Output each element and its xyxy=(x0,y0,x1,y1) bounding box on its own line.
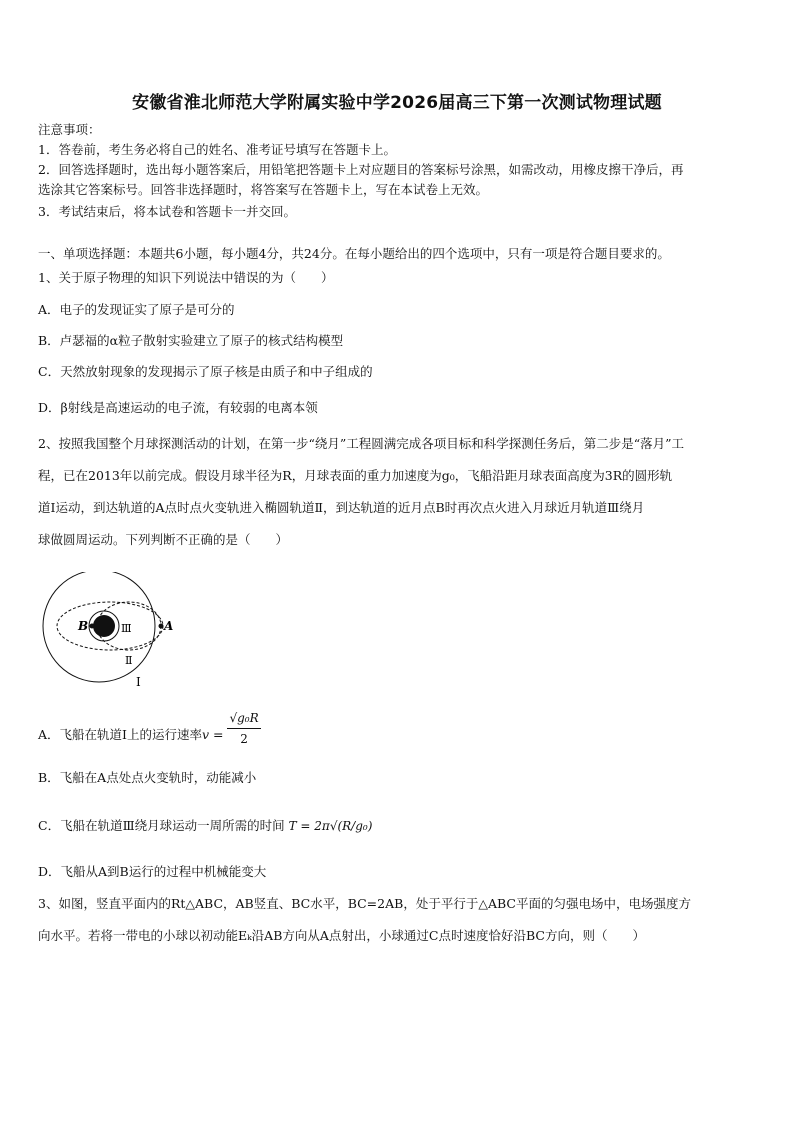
q2-option-a-fraction xyxy=(227,708,260,749)
q2-line-3: 道Ⅰ运动，到达轨道的A点时点火变轨进入椭圆轨道Ⅱ，到达轨道的近月点B时再次点火进入月球近月轨道Ⅲ绕月 xyxy=(38,500,645,515)
fraction-numerator: √g₀R xyxy=(227,708,260,729)
q3-line-2: 向水平。若将一带电的小球以初动能Eₖ沿AB方向从A点射出，小球通过C点时速度恰好沿BC方向，则（ ） xyxy=(38,928,645,943)
q1-option-d: D．β射线是高速运动的电子流，有较弱的电离本领 xyxy=(38,400,318,415)
notice-item-3: 3．考试结束后，将本试卷和答题卡一并交回。 xyxy=(38,204,296,219)
label-ii: Ⅱ xyxy=(125,654,133,667)
q2-line-4: 球做圆周运动。下列判断不正确的是（ ） xyxy=(38,532,289,547)
q1-option-a: A．电子的发现证实了原子是可分的 xyxy=(38,302,235,317)
page-title: 安徽省淮北师范大学附属实验中学2026届高三下第一次测试物理试题 xyxy=(132,93,662,113)
q2-option-a-lhs: v = xyxy=(201,727,224,742)
notice-item-2: 2．回答选择题时，选出每小题答案后，用铅笔把答题卡上对应题目的答案标号涂黑，如需改动，用橡皮擦干净后，再 xyxy=(38,162,684,177)
notice-item-1: 1．答卷前，考生务必将自己的姓名、准考证号填写在答题卡上。 xyxy=(38,142,396,157)
orbit-diagram xyxy=(38,572,178,692)
q2-option-b: B．飞船在A点处点火变轨时，动能减小 xyxy=(38,770,257,785)
q1-stem: 1、关于原子物理的知识下列说法中错误的为（ ） xyxy=(38,270,334,285)
label-b: B xyxy=(78,619,89,633)
q2-line-2: 程，已在2013年以前完成。假设月球半径为R，月球表面的重力加速度为g₀，飞船沿距月球表面高度为3R的圆形轨 xyxy=(38,468,673,483)
notice-item-2-cont: 选涂其它答案标号。回答非选择题时，将答案写在答题卡上，写在本试卷上无效。 xyxy=(38,182,489,197)
q1-option-c: C．天然放射现象的发现揭示了原子核是由质子和中子组成的 xyxy=(38,364,373,379)
notice-heading: 注意事项： xyxy=(38,122,101,137)
q3-line-1: 3、如图，竖直平面内的Rt△ABC，AB竖直、BC水平，BC=2AB，处于平行于△ABC平面的匀强电场中，电场强度方 xyxy=(38,896,691,911)
q2-option-c-text: C．飞船在轨道Ⅲ绕月球运动一周所需的时间 xyxy=(38,818,285,833)
label-iii: Ⅲ xyxy=(121,622,132,635)
q2-option-d: D．飞船从A到B运行的过程中机械能变大 xyxy=(38,864,267,879)
q1-option-b: B．卢瑟福的α粒子散射实验建立了原子的核式结构模型 xyxy=(38,333,344,348)
q2-line-1: 2、按照我国整个月球探测活动的计划，在第一步“绕月”工程圆满完成各项目标和科学探测任务后，第二步是“落月”工 xyxy=(38,436,685,451)
q2-option-a xyxy=(38,711,758,749)
section-heading: 一、单项选择题：本题共6小题，每小题4分，共24分。在每小题给出的四个选项中，只有一项是符合题目要求的。 xyxy=(38,246,670,261)
moon xyxy=(93,615,115,637)
q2-option-c xyxy=(38,816,758,836)
label-a: A xyxy=(164,619,174,633)
point-a xyxy=(159,624,164,629)
q2-option-c-formula: T = 2π√(R/g₀) xyxy=(288,819,373,833)
q2-option-a-text: A．飞船在轨道Ⅰ上的运行速率 xyxy=(38,727,202,742)
point-b xyxy=(90,624,95,629)
label-i: Ⅰ xyxy=(136,675,141,689)
fraction-denominator: 2 xyxy=(240,732,248,746)
